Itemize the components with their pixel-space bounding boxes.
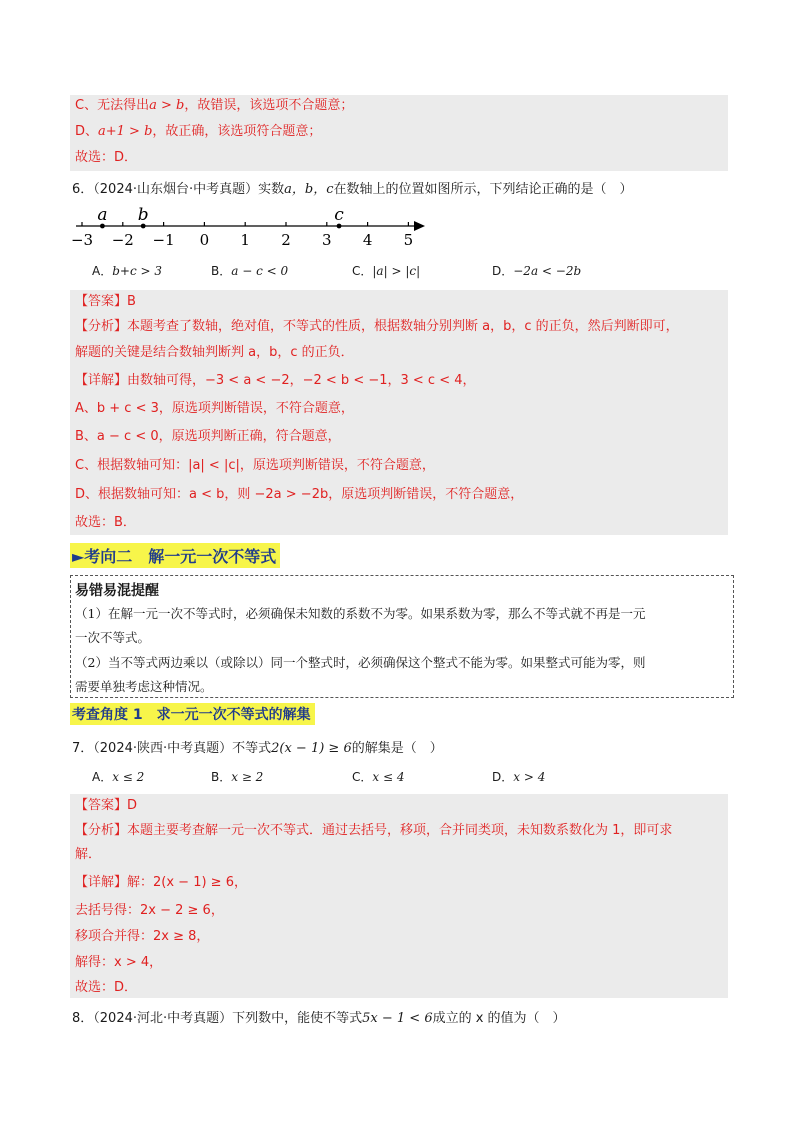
detail-6-d: D、根据数轴可知：a < b，则 −2a > −2b，原选项判断错误，不符合题意， [75, 487, 524, 502]
tick-label: 5 [403, 231, 414, 249]
question-6: 6．（2024·山东烟台·中考真题）实数a，b，c在数轴上的位置如图所示，下列结论正确的是（ ） [72, 182, 633, 197]
tick-label: 2 [281, 231, 291, 249]
point-label-c: c [334, 205, 344, 225]
analysis-6-line-1: 【分析】本题考查了数轴，绝对值，不等式的性质，根据数轴分别判断 a，b，c 的正负，然后判断即可， [75, 319, 679, 334]
q6-option-a[interactable]: A．b+c > 3 [92, 264, 162, 278]
point-label-b: b [137, 205, 149, 225]
question-7: 7．（2024·陕西·中考真题）不等式2(x − 1) ≥ 6的解集是（ ） [72, 741, 443, 756]
question-8: 8．（2024·河北·中考真题）下列数中，能使不等式5x − 1 < 6成立的 x 的值为（ ） [72, 1011, 566, 1026]
answer-6: 【答案】B [75, 294, 136, 309]
detail-6-a: A、b + c < 3，原选项判断错误，不符合题意， [75, 401, 354, 416]
choice-6: 故选：B． [75, 515, 136, 530]
point-label-a: a [97, 205, 108, 225]
detail-6: 【详解】由数轴可得，−3 < a < −2，−2 < b < −1，3 < c < 4， [75, 373, 476, 388]
q7-option-b[interactable]: B．x ≥ 2 [211, 770, 264, 784]
solution-block-5 [70, 95, 728, 171]
detail-7-step-1: 去括号得：2x − 2 ≥ 6， [75, 903, 224, 918]
tip-box [70, 575, 734, 698]
detail-7-step-2: 移项合并得：2x ≥ 8， [75, 929, 210, 944]
answer-7: 【答案】D [75, 798, 138, 813]
tick-label: −2 [111, 231, 134, 249]
tick-label: 1 [240, 231, 250, 249]
q6-option-d[interactable]: D．−2a < −2b [492, 264, 582, 278]
solution-choice: 故选：D． [75, 150, 138, 165]
tick-label: −3 [70, 231, 94, 249]
tip-line-2: 一次不等式。 [75, 630, 151, 645]
solution-line-d: D、a+1 > b，故正确，该选项符合题意； [75, 124, 322, 139]
tick-label: −1 [152, 231, 175, 249]
q7-option-d[interactable]: D．x > 4 [492, 770, 546, 784]
analysis-7-line-1: 【分析】本题主要考查解一元一次不等式．通过去括号，移项，合并同类项，未知数系数化为 1，即可求 [75, 823, 673, 838]
detail-6-c: C、根据数轴可知：|a| < |c|，原选项判断错误，不符合题意， [75, 458, 435, 473]
q6-option-c[interactable]: C．|a| > |c| [352, 264, 421, 278]
q7-option-c[interactable]: C．x ≤ 4 [352, 770, 405, 784]
tip-line-4: 需要单独考虑这种情况。 [75, 679, 213, 694]
tip-line-3: （2）当不等式两边乘以（或除以）同一个整式时，必须确保这个整式不能为零。如果整式可能为零，则 [75, 655, 646, 670]
number-line [70, 200, 430, 252]
analysis-6-line-2: 解题的关键是结合数轴判断判 a，b，c 的正负． [75, 345, 354, 360]
analysis-7-line-2: 解． [75, 847, 102, 862]
q6-option-b[interactable]: B．a − c < 0 [211, 264, 289, 278]
detail-7-step-3: 解得：x > 4， [75, 955, 163, 970]
choice-7: 故选：D． [75, 980, 138, 995]
solution-block-6 [70, 290, 728, 535]
detail-6-b: B、a − c < 0，原选项判断正确，符合题意， [75, 429, 341, 444]
detail-7: 【详解】解：2(x − 1) ≥ 6， [75, 875, 247, 890]
solution-block-7 [70, 794, 728, 998]
angle-heading: 考查角度 1 求一元一次不等式的解集 [70, 703, 315, 725]
tip-line-1: （1）在解一元一次不等式时，必须确保未知数的系数不为零。如果系数为零，那么不等式就不再是一元 [75, 606, 646, 621]
solution-line-c: C、无法得出a > b，故错误，该选项不合题意； [75, 98, 354, 113]
q7-option-a[interactable]: A．x ≤ 2 [92, 770, 145, 784]
tick-label: 4 [362, 231, 373, 249]
tip-title: 易错易混提醒 [75, 583, 159, 599]
tick-label: 0 [199, 231, 210, 249]
tick-label: 3 [322, 231, 332, 249]
section-heading: ►考向二 解一元一次不等式 [70, 543, 280, 568]
